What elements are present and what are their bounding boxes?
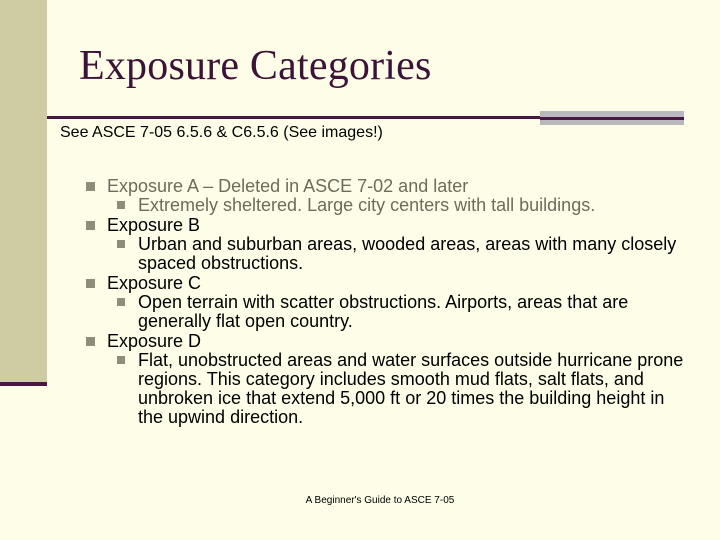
slide-subtitle: See ASCE 7-05 6.5.6 & C6.5.6 (See images!): [60, 124, 383, 141]
bullet-label: Exposure C: [107, 272, 202, 293]
square-bullet-icon: [86, 221, 95, 230]
square-bullet-icon: [86, 279, 95, 288]
bullet-exposure-a: [86, 176, 686, 215]
bullet-label: Exposure B: [107, 214, 201, 235]
left-accent-bar: [0, 0, 47, 385]
slide-footer: A Beginner's Guide to ASCE 7-05: [305, 495, 455, 506]
square-bullet-icon: [117, 356, 125, 364]
slide-title: Exposure Categories: [79, 43, 432, 89]
sub-bullet-text: Flat, unobstructed areas and water surfaces outside hurricane prone regions. This category includes smooth mud flats, salt flats, and unbroken ice that extend 5,000 ft or 20 times the building height in the upwind direction.: [138, 350, 684, 427]
bullet-exposure-b: [86, 215, 686, 273]
square-bullet-icon: [117, 201, 125, 209]
sub-bullet: [117, 293, 686, 331]
square-bullet-icon: [117, 240, 125, 248]
sub-bullet: [117, 196, 686, 215]
bullet-label: Exposure A – Deleted in ASCE 7-02 and later: [107, 175, 469, 196]
square-bullet-icon: [117, 298, 125, 306]
title-rule-box-line: [540, 117, 684, 120]
bullet-exposure-d: [86, 331, 686, 427]
sub-bullet-text: Urban and suburban areas, wooded areas, areas with many closely spaced obstructions.: [138, 234, 677, 273]
bullet-exposure-c: [86, 273, 686, 331]
sub-bullet: [117, 351, 686, 427]
left-accent-line: [0, 382, 47, 386]
bullet-list: [86, 176, 686, 427]
sub-bullet-text: Extremely sheltered. Large city centers with tall buildings.: [138, 195, 596, 215]
square-bullet-icon: [86, 337, 95, 346]
sub-bullet: [117, 235, 686, 273]
square-bullet-icon: [86, 182, 95, 191]
bullet-label: Exposure D: [107, 330, 202, 351]
sub-bullet-text: Open terrain with scatter obstructions. Airports, areas that are generally flat open country.: [138, 292, 629, 331]
